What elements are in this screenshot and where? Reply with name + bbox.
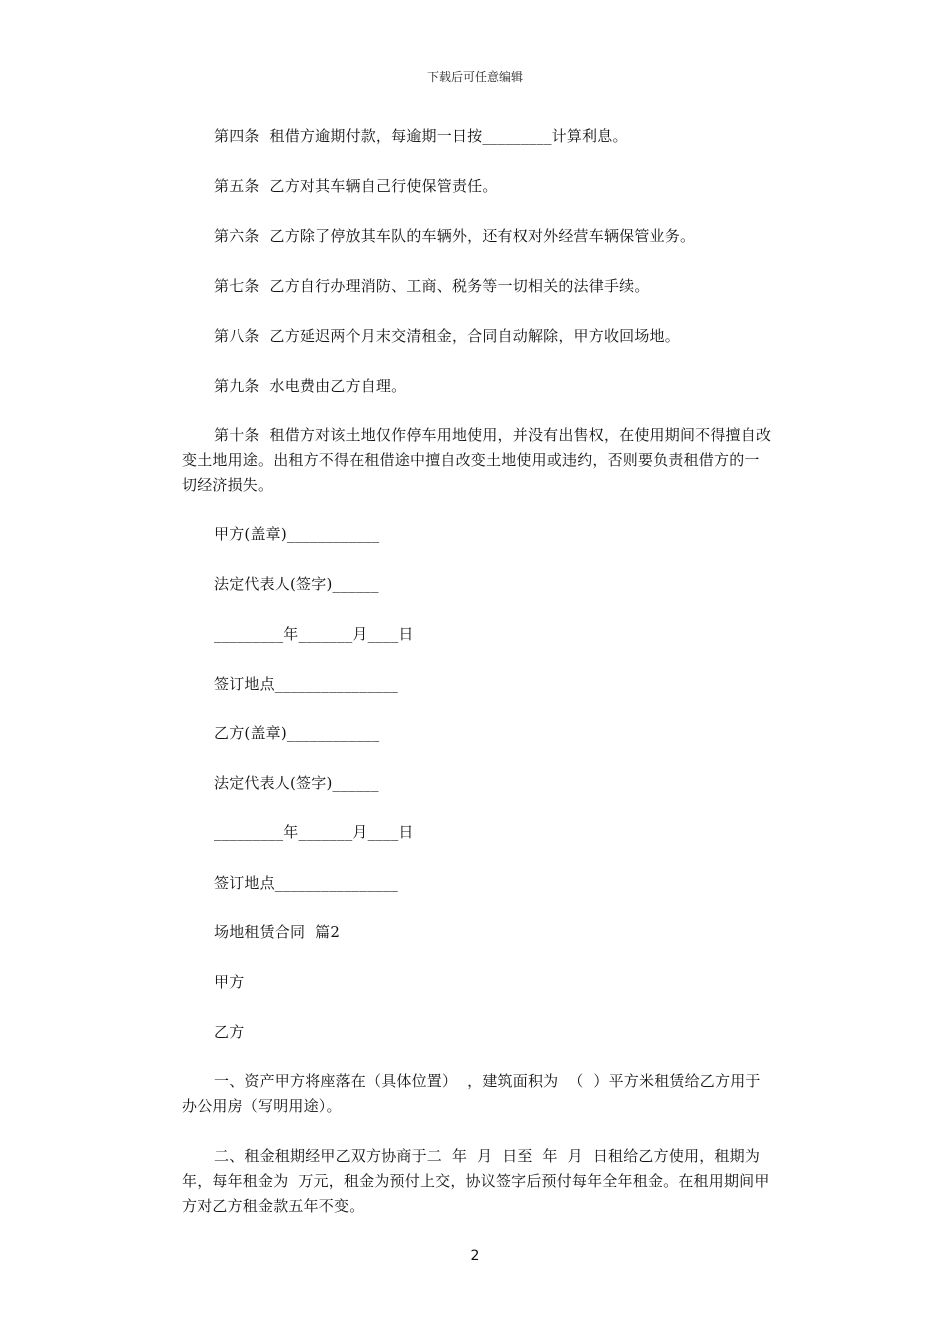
page-number: 2 xyxy=(470,1248,480,1264)
party-b-seal: 乙方(盖章)____________ xyxy=(214,724,380,742)
article-9: 第九条 水电费由乙方自理。 xyxy=(214,377,407,395)
contract-2-clause-2: 二、租金租期经甲乙双方协商于二 年 月 日至 年 月 日租给乙方使用，租期为 年，每年租金为 万元，租金为预付上交，协议签字后预付每年全年租金。在租用期间甲方对乙方租金款五年不变。 xyxy=(182,1147,770,1215)
article-4: 第四条 租借方逾期付款，每逾期一日按_________计算利息。 xyxy=(214,127,628,145)
party-a-seal: 甲方(盖章)____________ xyxy=(214,525,380,543)
party-a-signing-place: 签订地点________________ xyxy=(214,675,399,693)
contract-2-title: 场地租赁合同 篇2 xyxy=(214,923,341,941)
party-a-date: _________年_______月____日 xyxy=(214,625,414,643)
contract-2-party-a: 甲方 xyxy=(214,973,245,991)
article-10: 第十条 租借方对该土地仅作停车用地使用，并没有出售权，在使用期间不得擅自改变土地用途。出租方不得在租借途中擅自改变土地使用或违约，否则要负责租借方的一切经济损失。 xyxy=(182,426,772,494)
party-b-signing-place: 签订地点________________ xyxy=(214,874,399,892)
party-b-representative: 法定代表人(签字)______ xyxy=(214,774,379,792)
article-5: 第五条 乙方对其车辆自己行使保管责任。 xyxy=(214,177,498,195)
download-note: 下载后可任意编辑 xyxy=(426,70,523,84)
article-8: 第八条 乙方延迟两个月末交清租金，合同自动解除，甲方收回场地。 xyxy=(214,327,680,345)
contract-2-party-b: 乙方 xyxy=(214,1023,245,1041)
party-a-representative: 法定代表人(签字)______ xyxy=(214,575,379,593)
article-6: 第六条 乙方除了停放其车队的车辆外，还有权对外经营车辆保管业务。 xyxy=(214,227,696,245)
article-7: 第七条 乙方自行办理消防、工商、税务等一切相关的法律手续。 xyxy=(214,277,650,295)
party-b-date: _________年_______月____日 xyxy=(214,823,414,841)
contract-2-clause-1: 一、资产甲方将座落在（具体位置） ，建筑面积为 （ ）平方米租赁给乙方用于办公用房（写明用途）。 xyxy=(182,1072,761,1115)
